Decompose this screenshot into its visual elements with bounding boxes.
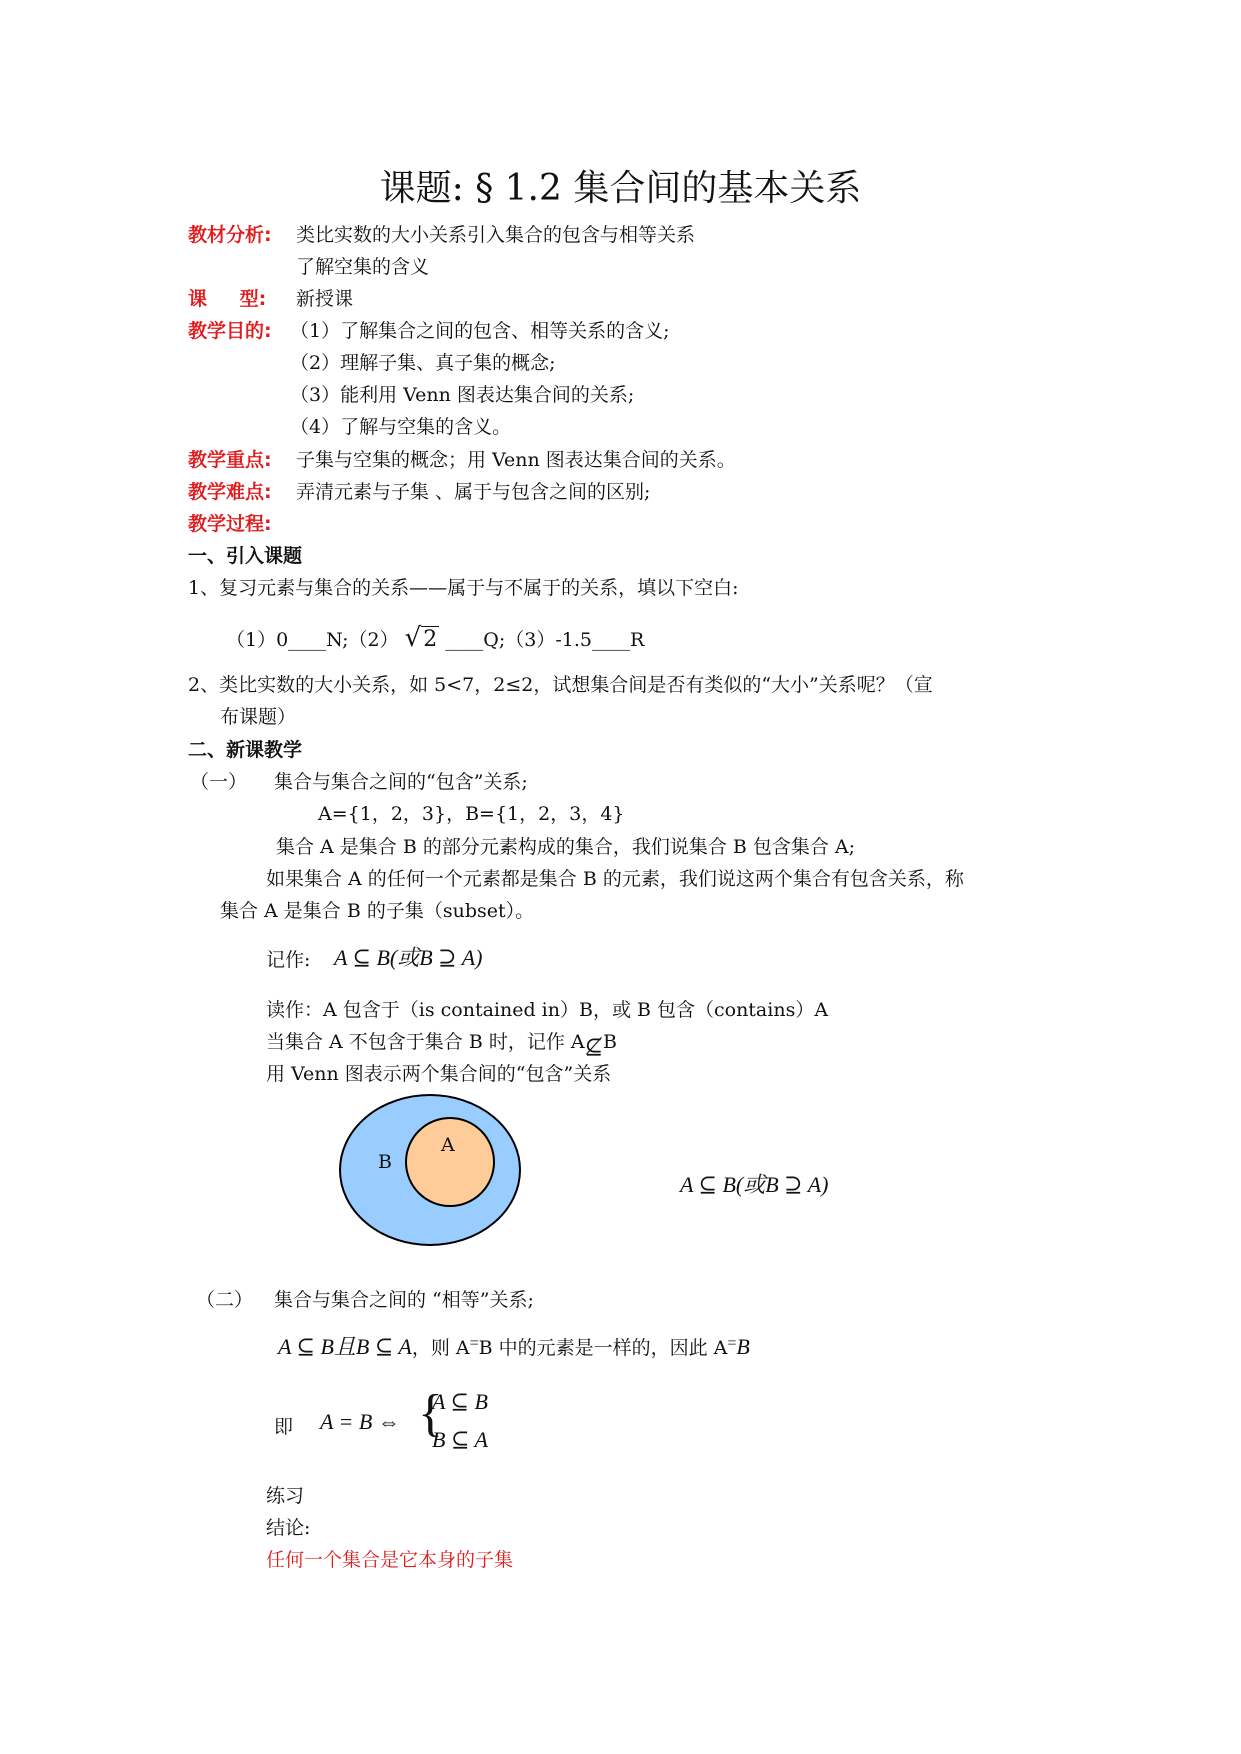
section1-item2-line1: 2、类比实数的大小关系，如 5<7，2≤2，试想集合间是否有类似的“大小”关系呢？（宣: [188, 674, 933, 696]
venn-formula: A ⊆ B(或B ⊇ A): [680, 1172, 829, 1197]
equal-line: [278, 1330, 750, 1361]
goal-label: 教学目的:: [188, 320, 272, 342]
subset-desc1: 集合 A 是集合 B 的部分元素构成的集合，我们说集合 B 包含集合 A;: [276, 836, 856, 858]
part1-title: 集合与集合之间的“包含”关系;: [274, 771, 528, 793]
equal-tail: B: [736, 1334, 750, 1359]
venn-inner-set-a: [406, 1118, 494, 1206]
notation-label: 记作:: [266, 949, 311, 971]
goal-item: （2）理解子集、真子集的概念;: [290, 352, 556, 374]
section2-heading: 二、新课教学: [188, 739, 303, 761]
venn-diagram: [336, 1090, 526, 1250]
equal-mid2: B 中的元素是一样的，因此 A: [478, 1337, 728, 1359]
material-line2: 了解空集的含义: [296, 256, 430, 278]
material-line1: 类比实数的大小关系引入集合的包含与相等关系: [296, 224, 696, 246]
material-label: 教材分析:: [188, 224, 272, 246]
conclusion-text: 任何一个集合是它本身的子集: [266, 1549, 514, 1571]
difficult-value: 弄清元素与子集 、属于与包含之间的区别;: [296, 481, 651, 503]
process-label: 教学过程:: [188, 513, 272, 535]
not-contained-tail: B: [603, 1031, 618, 1053]
not-contained-line: [266, 1027, 618, 1060]
practice-label: 练习: [266, 1485, 305, 1507]
page-title: 课题: § 1.2 集合间的基本关系: [379, 168, 862, 209]
read-line: 读作：A 包含于（is contained in）B，或 B 包含（contains）A: [266, 999, 829, 1021]
not-subset-symbol: ⊈: [584, 1035, 604, 1060]
part2-label: （二）: [196, 1289, 254, 1311]
sqrt-symbol: √: [404, 623, 422, 653]
section1-item2-line2: 布课题）: [220, 706, 297, 728]
goal-item: （4）了解与空集的含义。: [290, 416, 512, 438]
fill-blank-part-a: （1）0____N;（2）: [226, 629, 399, 651]
sets-example: A={1，2，3}，B={1，2，3，4}: [318, 803, 625, 825]
equal-symbol: =: [469, 1335, 479, 1352]
section1-item1: 1、复习元素与集合的关系——属于与不属于的关系，填以下空白:: [188, 577, 739, 599]
key-label: 教学重点:: [188, 449, 272, 471]
fill-blank-part-b: ____Q;（3）-1.5____R: [445, 629, 645, 651]
goal-item: （3）能利用 Venn 图表达集合间的关系;: [290, 384, 635, 406]
part1-label: （一）: [190, 771, 248, 793]
brace-bottom: B ⊆ A: [432, 1427, 488, 1452]
goal-item: （1）了解集合之间的包含、相等关系的含义;: [290, 320, 670, 342]
section1-heading: 一、引入课题: [188, 545, 303, 567]
venn-label-b: B: [378, 1151, 392, 1173]
type-value: 新授课: [296, 288, 354, 310]
ji-label: 即: [274, 1416, 294, 1438]
sqrt-radicand: 2: [423, 627, 438, 652]
difficult-label: 教学难点:: [188, 481, 272, 503]
equal-symbol: =: [727, 1335, 737, 1352]
key-value: 子集与空集的概念；用 Venn 图表达集合间的关系。: [296, 449, 736, 471]
not-contained-text: 当集合 A 不包含于集合 B 时，记作 A: [266, 1031, 585, 1053]
conclusion-label: 结论:: [266, 1517, 311, 1539]
subset-desc2-line1: 如果集合 A 的任何一个元素都是集合 B 的元素，我们说这两个集合有包含关系，称: [266, 868, 964, 890]
equal-middle: ，则 A: [411, 1337, 470, 1359]
venn-label-a: A: [441, 1134, 455, 1156]
sqrt-expression: [405, 623, 440, 653]
type-label: 课 型:: [188, 288, 267, 310]
brace-top: A ⊆ B: [432, 1389, 488, 1414]
notation-formula: A ⊆ B(或B ⊇ A): [334, 945, 483, 970]
venn-caption: 用 Venn 图表示两个集合间的“包含”关系: [266, 1063, 612, 1085]
equal-formula: A ⊆ B且B ⊆ A: [278, 1334, 412, 1359]
fill-blank-line: [226, 623, 644, 653]
part2-title: 集合与集合之间的 “相等”关系;: [274, 1289, 534, 1311]
iff-left: A = B ⇔: [320, 1409, 400, 1434]
left-brace: {: [418, 1385, 443, 1442]
subset-desc2-line2: 集合 A 是集合 B 的子集（subset）。: [220, 900, 535, 922]
